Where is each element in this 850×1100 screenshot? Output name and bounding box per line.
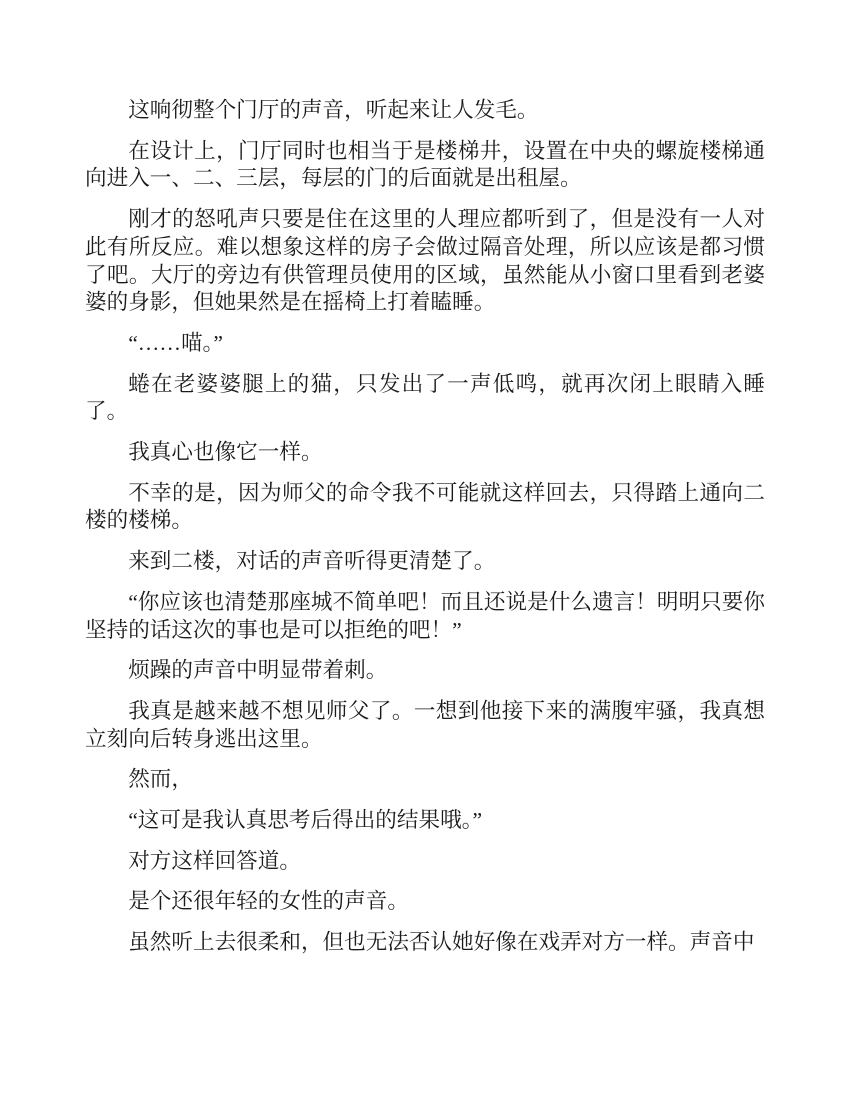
paragraph: “这可是我认真思考后得出的结果哦。”: [128, 808, 483, 833]
paragraph: 对方这样回答道。: [128, 848, 301, 873]
paragraph: 蜷在老婆婆腿上的猫，只发出了一声低鸣，就再次闭上眼睛入睡了。: [85, 371, 765, 424]
paragraph: 是个还很年轻的女性的声音。: [128, 889, 409, 914]
paragraph: 虽然听上去很柔和，但也无法否认她好像在戏弄对方一样。声音中: [128, 930, 755, 955]
paragraph: 在设计上，门厅同时也相当于是楼梯井，设置在中央的螺旋楼梯通向进入一、二、三层，每层的门的后面就是出租屋。: [85, 138, 765, 191]
paragraph: “……喵。”: [128, 330, 223, 355]
paragraph: 我真是越来越不想见师父了。一想到他接下来的满腹牢骚，我真想立刻向后转身逃出这里。: [85, 698, 765, 751]
paragraph: 不幸的是，因为师父的命令我不可能就这样回去，只得踏上通向二楼的楼梯。: [85, 480, 765, 533]
paragraph: 烦躁的声音中明显带着刺。: [128, 658, 388, 683]
paragraph: 刚才的怒吼声只要是住在这里的人理应都听到了，但是没有一人对此有所反应。难以想象这样的房子会做过隔音处理，所以应该是都习惯了吧。大厅的旁边有供管理员使用的区域，虽然能从小窗口里看到老婆婆的身影，但她果然是在摇椅上打着瞌睡。: [85, 207, 765, 315]
paragraph: 来到二楼，对话的声音听得更清楚了。: [128, 549, 496, 574]
paragraph: “你应该也清楚那座城不简单吧！而且还说是什么遗言！明明只要你坚持的话这次的事也是可以拒绝的吧！”: [85, 589, 765, 642]
paragraph: 这响彻整个门厅的声音，听起来让人发毛。: [128, 98, 539, 122]
paragraph: 我真心也像它一样。: [128, 440, 323, 465]
paragraph: 然而，: [128, 767, 193, 792]
